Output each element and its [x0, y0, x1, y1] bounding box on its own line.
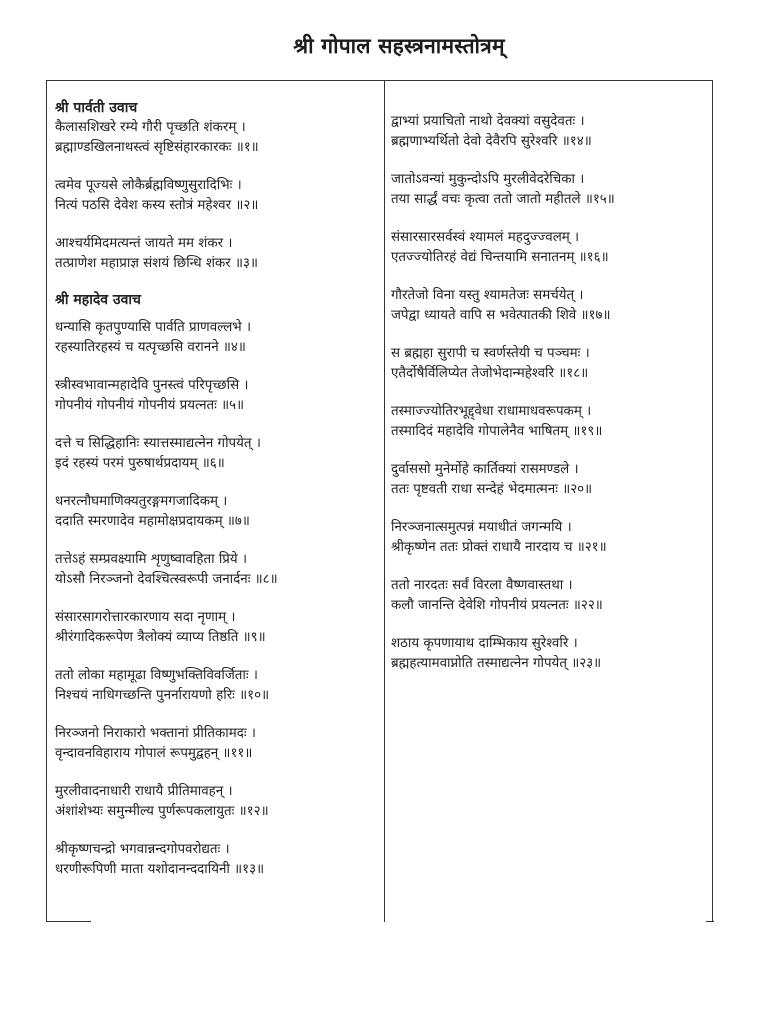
verse: [55, 492, 377, 532]
verse-line: ततः पृष्टवती राधा सन्देहं भेदमात्मनः ॥२०॥: [391, 482, 593, 497]
verse: [391, 170, 709, 210]
verse: [391, 634, 709, 674]
verse: [55, 608, 377, 648]
verse: [55, 434, 377, 474]
verse-line: ततो नारदतः सर्वं विरला वैष्णवास्तथा ।: [391, 578, 573, 593]
verse-line: स ब्रह्महा सुरापी च स्वर्णस्तेयी च पञ्चमः ।: [391, 346, 590, 361]
verse-line: श्रीकृष्णेन ततः प्रोक्तं राधायै नारदाय च ॥२१॥: [391, 540, 607, 555]
verse-line: तस्मादिदं महादेवि गोपालेनैव भाषितम् ॥१९॥: [391, 424, 603, 439]
verse-group-mahadeva: [55, 318, 377, 880]
verse-line: योऽसौ निरञ्जनो देवश्चित्स्वरूपी जनार्दनः ॥८॥: [55, 572, 278, 587]
verse: [55, 234, 377, 274]
verse: [55, 666, 377, 706]
verse-line: रहस्यातिरहस्यं च यत्पृच्छसि वरानने ॥४॥: [55, 340, 246, 355]
verse-line: गोपनीयं गोपनीयं गोपनीयं प्रयत्नतः ॥५॥: [55, 398, 245, 413]
verse-line: तया सार्द्धं वचः कृत्वा ततो जातो महीतले ॥१५॥: [391, 192, 615, 207]
verse: [55, 118, 377, 158]
verse-line: धरणीरूपिणी माता यशोदानन्ददायिनी ॥१३॥: [55, 862, 265, 877]
left-column: [55, 96, 377, 898]
verse-line: संसारसागरोत्तारकारणाय सदा नृणाम् ।: [55, 610, 236, 625]
verse-line: निरञ्जनात्समुत्पन्नं मयाधीतं जगन्मयि ।: [391, 520, 572, 535]
verse-line: मुरलीवादनाधारी राधायै प्रीतिमावहन् ।: [55, 784, 233, 799]
verse-line: संसारसारसर्वस्वं श्यामलं महदुज्ज्वलम् ।: [391, 230, 580, 245]
verse: [391, 576, 709, 616]
verse-line: तत्तेऽहं सम्प्रवक्ष्यामि शृणुष्वावहिता प्रिये ।: [55, 552, 248, 567]
verse-line: तस्माज्ज्योतिरभूद्द्वेधा राधामाधवरूपकम् ।: [391, 404, 592, 419]
verse-line: निश्चयं नाधिगच्छन्ति पुनर्नारायणो हरिः ॥१०॥: [55, 688, 270, 703]
verse: [391, 344, 709, 384]
verse-line: शठाय कृपणायाथ दाम्भिकाय सुरेश्वरि ।: [391, 636, 578, 651]
right-column: [391, 112, 709, 692]
verse-line: श्रीकृष्णचन्द्रो भगवान्नन्दगोपवरोद्यतः ।: [55, 842, 230, 857]
verse-line: त्वमेव पूज्यसे लोकैर्ब्रह्मविष्णुसुरादिभिः ।: [55, 178, 242, 193]
verse-group-parvati: [55, 118, 377, 274]
verse-line: नित्यं पठसि देवेश कस्य स्तोत्रं महेश्वर ॥२॥: [55, 198, 259, 213]
verse-line: ब्रह्महत्यामवाप्नोति तस्माद्यत्नेन गोपयेत् ॥२३॥: [391, 656, 602, 671]
page-title: श्री गोपाल सहस्त्रनामस्तोत्रम्: [293, 34, 505, 58]
verse-line: गौरतेजो विना यस्तु श्यामतेजः समर्चयेत् ।: [391, 288, 584, 303]
verse: [55, 782, 377, 822]
verse-line: इदं रहस्यं परमं पुरुषार्थप्रदायम् ॥६॥: [55, 456, 225, 471]
verse-line: एतज्ज्योतिरहं वेद्यं चिन्तयामि सनातनम् ॥१६॥: [391, 250, 609, 265]
verse: [55, 840, 377, 880]
verse-line: कैलासशिखरे रम्ये गौरी पृच्छति शंकरम् ।: [55, 120, 246, 135]
verse: [55, 376, 377, 416]
verse-line: ब्रह्माण्डखिलनाथस्त्वं सृष्टिसंहारकारकः ॥१॥: [55, 140, 259, 155]
verse-line: अंशांशेभ्यः समुन्मील्य पुर्णरूपकलायुतः ॥१२॥: [55, 804, 269, 819]
verse-line: जातोऽवन्यां मुकुन्दोऽपि मुरलीवेदरेचिका ।: [391, 172, 585, 187]
verse-line: कलौ जानन्ति देवेशि गोपनीयं प्रयत्नतः ॥२२॥: [391, 598, 603, 613]
bottom-rule-right: [706, 921, 714, 922]
verse-line: निरञ्जनो निराकारो भक्तानां प्रीतिकामदः ।: [55, 726, 256, 741]
verse: [391, 112, 709, 152]
verse: [391, 518, 709, 558]
verse-line: धनरत्नौघमाणिक्यतुरङ्गमगजादिकम् ।: [55, 494, 228, 509]
verse-line: दत्ते च सिद्धिहानिः स्यात्तस्माद्यत्नेन गोपयेत् ।: [55, 436, 261, 451]
verse-line: ददाति स्मरणादेव महामोक्षप्रदायकम् ॥७॥: [55, 514, 250, 529]
verse-line: जपेद्वा ध्यायते वापि स भवेत्पातकी शिवे ॥१७॥: [391, 308, 611, 323]
verse-line: वृन्दावनविहाराय गोपालं रूपमुद्वहन् ॥११॥: [55, 746, 253, 761]
verse: [391, 402, 709, 442]
verse-line: ततो लोका महामूढा विष्णुभक्तिविवर्जिताः ।: [55, 668, 258, 683]
verse: [55, 318, 377, 358]
verse-line: एतैर्दोषैर्विलिप्येत तेजोभेदान्महेश्वरि ॥१८॥: [391, 366, 589, 381]
bottom-rule-left: [46, 921, 91, 922]
section-heading-mahadeva: श्री महादेव उवाच: [55, 292, 141, 308]
column-divider: [384, 80, 385, 922]
verse-line: तत्प्राणेश महाप्राज्ञ संशयं छिन्धि शंकर ॥३॥: [55, 256, 258, 271]
verse-group-right: [391, 112, 709, 674]
verse-line: ब्रह्मणाभ्यर्थितो देवो देवैरपि सुरेश्वरि ॥१४॥: [391, 134, 592, 149]
verse: [55, 176, 377, 216]
verse-line: दुर्वाससो मुनेर्मोहे कार्तिक्यां रासमण्डले ।: [391, 462, 579, 477]
verse-line: द्वाभ्यां प्रयाचितो नाथो देवक्यां वसुदेवतः ।: [391, 114, 585, 129]
verse: [391, 228, 709, 268]
verse-line: आश्चर्यमिदमत्यन्तं जायते मम शंकर ।: [55, 236, 233, 251]
verse: [391, 286, 709, 326]
verse: [55, 724, 377, 764]
verse: [55, 550, 377, 590]
section-heading-parvati: श्री पार्वती उवाच: [55, 100, 138, 116]
verse-line: धन्यासि कृतपुण्यासि पार्वति प्राणवल्लभे ।: [55, 320, 252, 335]
verse: [391, 460, 709, 500]
verse-line: श्रीरंगादिकरूपेण त्रैलोक्यं व्याप्य तिष्ठति ॥९॥: [55, 630, 266, 645]
verse-line: स्त्रीस्वभावान्महादेवि पुनस्त्वं परिपृच्छसि ।: [55, 378, 249, 393]
